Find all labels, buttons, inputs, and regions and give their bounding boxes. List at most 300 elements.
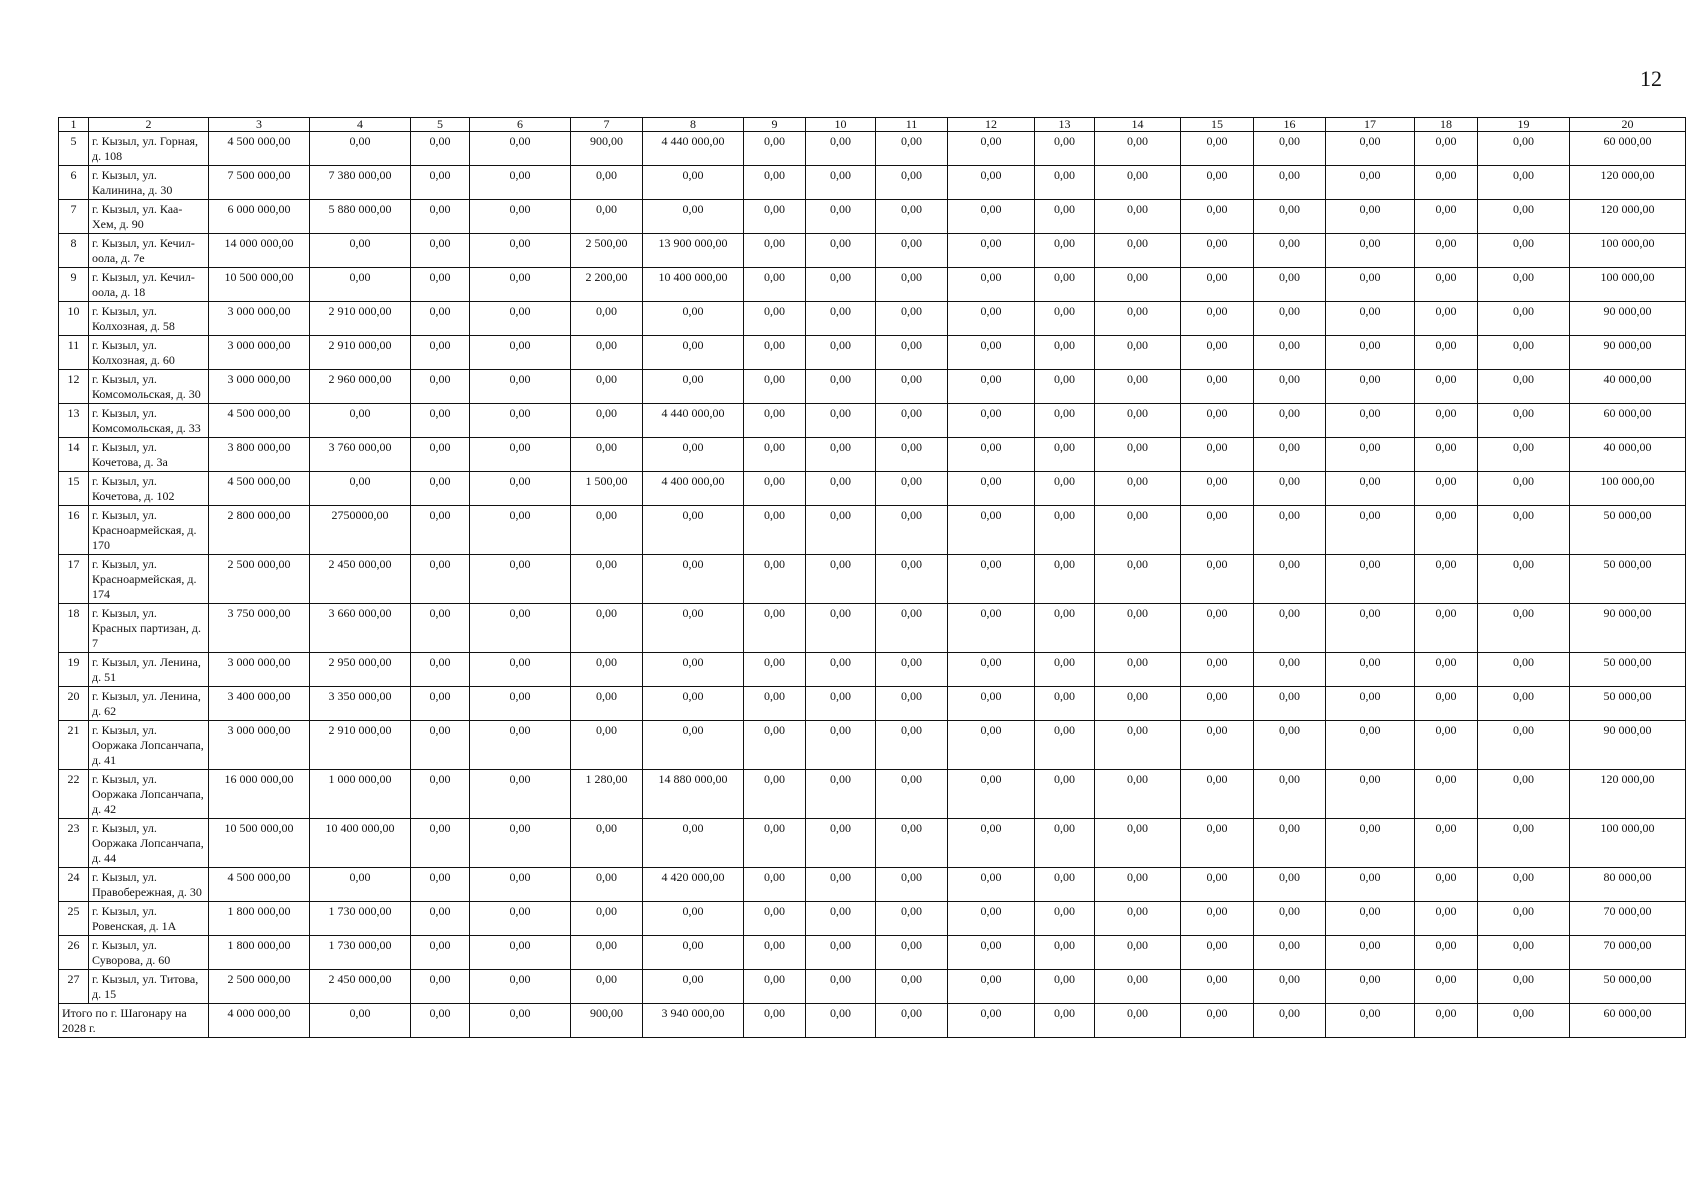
value-cell: 1 800 000,00 — [209, 902, 310, 936]
value-cell: 90 000,00 — [1570, 604, 1686, 653]
value-cell: 0,00 — [744, 506, 806, 555]
value-cell: 0,00 — [1326, 404, 1415, 438]
value-cell: 0,00 — [1254, 472, 1326, 506]
value-cell: 0,00 — [470, 200, 571, 234]
value-cell: 0,00 — [1035, 472, 1095, 506]
value-cell: 2 910 000,00 — [310, 302, 411, 336]
value-cell: 10 400 000,00 — [310, 819, 411, 868]
value-cell: 0,00 — [948, 132, 1035, 166]
value-cell: 2 500,00 — [571, 234, 643, 268]
value-cell: 0,00 — [1181, 302, 1254, 336]
value-cell: 0,00 — [411, 902, 470, 936]
column-number-cell: 10 — [806, 118, 876, 132]
value-cell: 0,00 — [1326, 336, 1415, 370]
value-cell: 0,00 — [1254, 200, 1326, 234]
column-number-cell: 1 — [59, 118, 89, 132]
value-cell: 0,00 — [1326, 970, 1415, 1004]
value-cell: 0,00 — [571, 555, 643, 604]
value-cell: 0,00 — [1181, 902, 1254, 936]
value-cell: 0,00 — [744, 132, 806, 166]
value-cell: 0,00 — [1478, 166, 1570, 200]
value-cell: 0,00 — [806, 302, 876, 336]
value-cell: 3 350 000,00 — [310, 687, 411, 721]
column-number-cell: 3 — [209, 118, 310, 132]
value-cell: 0,00 — [1478, 302, 1570, 336]
value-cell: 0,00 — [1035, 302, 1095, 336]
value-cell: 0,00 — [1254, 404, 1326, 438]
value-cell: 50 000,00 — [1570, 506, 1686, 555]
value-cell: 0,00 — [470, 438, 571, 472]
value-cell: 0,00 — [643, 970, 744, 1004]
value-cell: 0,00 — [806, 770, 876, 819]
column-number-cell: 20 — [1570, 118, 1686, 132]
value-cell: 0,00 — [1095, 819, 1181, 868]
value-cell: 100 000,00 — [1570, 268, 1686, 302]
value-cell: 0,00 — [1254, 438, 1326, 472]
value-cell: 0,00 — [1095, 132, 1181, 166]
table-row — [59, 970, 1686, 1004]
value-cell: 0,00 — [744, 819, 806, 868]
address-cell: г. Кызыл, ул. Правобережная, д. 30 — [89, 868, 209, 902]
address-cell: г. Кызыл, ул. Калинина, д. 30 — [89, 166, 209, 200]
column-number-cell: 15 — [1181, 118, 1254, 132]
value-cell: 0,00 — [1478, 268, 1570, 302]
value-cell: 0,00 — [744, 653, 806, 687]
value-cell: 40 000,00 — [1570, 438, 1686, 472]
value-cell: 0,00 — [948, 234, 1035, 268]
value-cell: 0,00 — [643, 555, 744, 604]
value-cell: 0,00 — [1415, 970, 1478, 1004]
value-cell: 0,00 — [1326, 653, 1415, 687]
value-cell: 0,00 — [470, 472, 571, 506]
value-cell: 0,00 — [948, 819, 1035, 868]
total-value-cell: 0,00 — [1254, 1004, 1326, 1038]
value-cell: 0,00 — [1254, 770, 1326, 819]
value-cell: 0,00 — [1415, 404, 1478, 438]
value-cell: 0,00 — [1035, 819, 1095, 868]
value-cell: 0,00 — [1181, 336, 1254, 370]
value-cell: 0,00 — [1035, 404, 1095, 438]
value-cell: 0,00 — [1095, 336, 1181, 370]
value-cell: 0,00 — [470, 687, 571, 721]
column-number-row — [59, 118, 1686, 132]
value-cell: 0,00 — [1181, 404, 1254, 438]
value-cell: 0,00 — [1478, 604, 1570, 653]
value-cell: 0,00 — [1415, 936, 1478, 970]
value-cell: 3 800 000,00 — [209, 438, 310, 472]
value-cell: 0,00 — [1181, 770, 1254, 819]
table-row — [59, 936, 1686, 970]
value-cell: 10 500 000,00 — [209, 268, 310, 302]
value-cell: 2 910 000,00 — [310, 721, 411, 770]
table-row — [59, 268, 1686, 302]
value-cell: 0,00 — [806, 868, 876, 902]
value-cell: 2 950 000,00 — [310, 653, 411, 687]
value-cell: 0,00 — [411, 132, 470, 166]
column-number-cell: 16 — [1254, 118, 1326, 132]
value-cell: 1 000 000,00 — [310, 770, 411, 819]
row-number-cell: 13 — [59, 404, 89, 438]
value-cell: 0,00 — [744, 936, 806, 970]
total-value-cell: 0,00 — [1415, 1004, 1478, 1038]
table-row — [59, 200, 1686, 234]
column-number-cell: 11 — [876, 118, 948, 132]
value-cell: 0,00 — [470, 770, 571, 819]
value-cell: 0,00 — [1415, 902, 1478, 936]
row-number-cell: 7 — [59, 200, 89, 234]
total-value-cell: 0,00 — [1095, 1004, 1181, 1038]
value-cell: 4 400 000,00 — [643, 472, 744, 506]
total-value-cell: 0,00 — [310, 1004, 411, 1038]
row-number-cell: 21 — [59, 721, 89, 770]
value-cell: 0,00 — [1254, 970, 1326, 1004]
value-cell: 2 500 000,00 — [209, 555, 310, 604]
value-cell: 0,00 — [806, 721, 876, 770]
address-cell: г. Кызыл, ул. Красных партизан, д. 7 — [89, 604, 209, 653]
value-cell: 6 000 000,00 — [209, 200, 310, 234]
value-cell: 0,00 — [806, 336, 876, 370]
total-value-cell: 900,00 — [571, 1004, 643, 1038]
value-cell: 0,00 — [1035, 604, 1095, 653]
value-cell: 0,00 — [1326, 132, 1415, 166]
value-cell: 0,00 — [571, 902, 643, 936]
value-cell: 0,00 — [876, 132, 948, 166]
address-cell: г. Кызыл, ул. Титова, д. 15 — [89, 970, 209, 1004]
value-cell: 120 000,00 — [1570, 770, 1686, 819]
value-cell: 0,00 — [1326, 200, 1415, 234]
value-cell: 0,00 — [806, 687, 876, 721]
value-cell: 0,00 — [1181, 936, 1254, 970]
value-cell: 0,00 — [876, 936, 948, 970]
value-cell: 0,00 — [1415, 472, 1478, 506]
column-number-cell: 4 — [310, 118, 411, 132]
value-cell: 0,00 — [806, 234, 876, 268]
value-cell: 0,00 — [876, 438, 948, 472]
column-number-cell: 5 — [411, 118, 470, 132]
value-cell: 0,00 — [806, 604, 876, 653]
value-cell: 0,00 — [571, 404, 643, 438]
value-cell: 0,00 — [1478, 370, 1570, 404]
value-cell: 0,00 — [571, 936, 643, 970]
row-number-cell: 17 — [59, 555, 89, 604]
value-cell: 0,00 — [948, 370, 1035, 404]
value-cell: 0,00 — [1326, 302, 1415, 336]
value-cell: 0,00 — [948, 868, 1035, 902]
value-cell: 0,00 — [806, 268, 876, 302]
table-row — [59, 653, 1686, 687]
value-cell: 0,00 — [411, 268, 470, 302]
value-cell: 0,00 — [948, 770, 1035, 819]
address-cell: г. Кызыл, ул. Ленина, д. 62 — [89, 687, 209, 721]
value-cell: 7 500 000,00 — [209, 166, 310, 200]
value-cell: 3 000 000,00 — [209, 370, 310, 404]
value-cell: 2750000,00 — [310, 506, 411, 555]
address-cell: г. Кызыл, ул. Ровенская, д. 1А — [89, 902, 209, 936]
value-cell: 0,00 — [1095, 166, 1181, 200]
table-row — [59, 472, 1686, 506]
value-cell: 0,00 — [411, 404, 470, 438]
value-cell: 4 440 000,00 — [643, 132, 744, 166]
value-cell: 0,00 — [1181, 687, 1254, 721]
value-cell: 0,00 — [1181, 868, 1254, 902]
value-cell: 0,00 — [643, 687, 744, 721]
value-cell: 0,00 — [1415, 234, 1478, 268]
value-cell: 0,00 — [643, 653, 744, 687]
value-cell: 0,00 — [744, 200, 806, 234]
value-cell: 0,00 — [571, 653, 643, 687]
table-row — [59, 868, 1686, 902]
table-row — [59, 555, 1686, 604]
value-cell: 40 000,00 — [1570, 370, 1686, 404]
table-row — [59, 336, 1686, 370]
value-cell: 0,00 — [1095, 936, 1181, 970]
total-value-cell: 60 000,00 — [1570, 1004, 1686, 1038]
value-cell: 70 000,00 — [1570, 902, 1686, 936]
value-cell: 0,00 — [1326, 166, 1415, 200]
value-cell: 0,00 — [948, 902, 1035, 936]
value-cell: 0,00 — [1326, 268, 1415, 302]
value-cell: 0,00 — [876, 234, 948, 268]
value-cell: 7 380 000,00 — [310, 166, 411, 200]
value-cell: 0,00 — [948, 438, 1035, 472]
value-cell: 0,00 — [1035, 970, 1095, 1004]
value-cell: 0,00 — [571, 506, 643, 555]
row-number-cell: 24 — [59, 868, 89, 902]
value-cell: 0,00 — [411, 970, 470, 1004]
value-cell: 0,00 — [744, 555, 806, 604]
table-row — [59, 506, 1686, 555]
value-cell: 0,00 — [310, 472, 411, 506]
value-cell: 0,00 — [876, 653, 948, 687]
value-cell: 0,00 — [310, 234, 411, 268]
value-cell: 0,00 — [1095, 555, 1181, 604]
value-cell: 0,00 — [1415, 819, 1478, 868]
address-cell: г. Кызыл, ул. Кечил-оола, д. 18 — [89, 268, 209, 302]
value-cell: 0,00 — [876, 404, 948, 438]
value-cell: 0,00 — [1326, 770, 1415, 819]
row-number-cell: 11 — [59, 336, 89, 370]
column-number-cell: 6 — [470, 118, 571, 132]
value-cell: 0,00 — [643, 166, 744, 200]
value-cell: 0,00 — [571, 438, 643, 472]
value-cell: 0,00 — [806, 555, 876, 604]
value-cell: 0,00 — [1415, 687, 1478, 721]
table-row — [59, 438, 1686, 472]
value-cell: 0,00 — [744, 370, 806, 404]
value-cell: 0,00 — [1181, 819, 1254, 868]
value-cell: 0,00 — [1415, 506, 1478, 555]
value-cell: 0,00 — [470, 268, 571, 302]
value-cell: 0,00 — [571, 604, 643, 653]
value-cell: 0,00 — [411, 234, 470, 268]
address-cell: г. Кызыл, ул. Ооржака Лопсанчапа, д. 41 — [89, 721, 209, 770]
value-cell: 0,00 — [411, 770, 470, 819]
value-cell: 0,00 — [1254, 604, 1326, 653]
value-cell: 0,00 — [1254, 653, 1326, 687]
value-cell: 0,00 — [1095, 868, 1181, 902]
value-cell: 0,00 — [1415, 721, 1478, 770]
value-cell: 0,00 — [1035, 166, 1095, 200]
value-cell: 4 420 000,00 — [643, 868, 744, 902]
value-cell: 0,00 — [948, 653, 1035, 687]
value-cell: 0,00 — [876, 268, 948, 302]
value-cell: 0,00 — [470, 970, 571, 1004]
value-cell: 0,00 — [1478, 234, 1570, 268]
value-cell: 0,00 — [744, 770, 806, 819]
value-cell: 0,00 — [1254, 336, 1326, 370]
value-cell: 0,00 — [948, 555, 1035, 604]
value-cell: 0,00 — [1035, 555, 1095, 604]
value-cell: 0,00 — [571, 200, 643, 234]
value-cell: 0,00 — [571, 819, 643, 868]
value-cell: 0,00 — [1095, 234, 1181, 268]
value-cell: 0,00 — [948, 970, 1035, 1004]
total-value-cell: 0,00 — [411, 1004, 470, 1038]
value-cell: 50 000,00 — [1570, 687, 1686, 721]
value-cell: 0,00 — [643, 336, 744, 370]
value-cell: 2 960 000,00 — [310, 370, 411, 404]
value-cell: 90 000,00 — [1570, 721, 1686, 770]
value-cell: 1 800 000,00 — [209, 936, 310, 970]
value-cell: 90 000,00 — [1570, 302, 1686, 336]
address-cell: г. Кызыл, ул. Ооржака Лопсанчапа, д. 42 — [89, 770, 209, 819]
address-cell: г. Кызыл, ул. Ооржака Лопсанчапа, д. 44 — [89, 819, 209, 868]
value-cell: 0,00 — [1415, 336, 1478, 370]
value-cell: 1 730 000,00 — [310, 902, 411, 936]
value-cell: 0,00 — [643, 200, 744, 234]
value-cell: 0,00 — [470, 604, 571, 653]
value-cell: 0,00 — [1035, 902, 1095, 936]
value-cell: 14 000 000,00 — [209, 234, 310, 268]
value-cell: 0,00 — [571, 721, 643, 770]
data-table — [58, 117, 1686, 1038]
value-cell: 0,00 — [806, 166, 876, 200]
value-cell: 0,00 — [744, 404, 806, 438]
value-cell: 60 000,00 — [1570, 404, 1686, 438]
row-number-cell: 6 — [59, 166, 89, 200]
value-cell: 0,00 — [948, 472, 1035, 506]
value-cell: 0,00 — [806, 472, 876, 506]
value-cell: 3 400 000,00 — [209, 687, 310, 721]
address-cell: г. Кызыл, ул. Суворова, д. 60 — [89, 936, 209, 970]
value-cell: 0,00 — [744, 438, 806, 472]
total-value-cell: 0,00 — [1326, 1004, 1415, 1038]
column-number-cell: 18 — [1415, 118, 1478, 132]
value-cell: 13 900 000,00 — [643, 234, 744, 268]
value-cell: 0,00 — [876, 604, 948, 653]
value-cell: 0,00 — [1415, 302, 1478, 336]
address-cell: г. Кызыл, ул. Красноармейская, д. 174 — [89, 555, 209, 604]
column-number-cell: 13 — [1035, 118, 1095, 132]
value-cell: 0,00 — [411, 336, 470, 370]
value-cell: 120 000,00 — [1570, 200, 1686, 234]
value-cell: 0,00 — [1095, 653, 1181, 687]
value-cell: 4 500 000,00 — [209, 404, 310, 438]
value-cell: 0,00 — [1095, 770, 1181, 819]
value-cell: 0,00 — [744, 234, 806, 268]
value-cell: 0,00 — [806, 819, 876, 868]
value-cell: 0,00 — [1254, 687, 1326, 721]
value-cell: 0,00 — [571, 370, 643, 404]
value-cell: 0,00 — [948, 721, 1035, 770]
table-row — [59, 687, 1686, 721]
total-value-cell: 0,00 — [948, 1004, 1035, 1038]
total-value-cell: 0,00 — [876, 1004, 948, 1038]
value-cell: 0,00 — [1415, 868, 1478, 902]
value-cell: 0,00 — [948, 336, 1035, 370]
column-number-cell: 12 — [948, 118, 1035, 132]
value-cell: 0,00 — [1181, 653, 1254, 687]
value-cell: 0,00 — [806, 438, 876, 472]
value-cell: 0,00 — [571, 970, 643, 1004]
value-cell: 0,00 — [643, 936, 744, 970]
value-cell: 0,00 — [876, 302, 948, 336]
value-cell: 0,00 — [1254, 555, 1326, 604]
value-cell: 0,00 — [1478, 555, 1570, 604]
value-cell: 0,00 — [411, 438, 470, 472]
value-cell: 1 280,00 — [571, 770, 643, 819]
address-cell: г. Кызыл, ул. Горная, д. 108 — [89, 132, 209, 166]
value-cell: 0,00 — [1478, 819, 1570, 868]
value-cell: 0,00 — [1478, 970, 1570, 1004]
row-number-cell: 20 — [59, 687, 89, 721]
value-cell: 0,00 — [1478, 868, 1570, 902]
address-cell: г. Кызыл, ул. Кочетова, д. 102 — [89, 472, 209, 506]
value-cell: 0,00 — [876, 970, 948, 1004]
value-cell: 0,00 — [310, 404, 411, 438]
table-row — [59, 721, 1686, 770]
column-number-cell: 19 — [1478, 118, 1570, 132]
row-number-cell: 18 — [59, 604, 89, 653]
value-cell: 0,00 — [1181, 166, 1254, 200]
value-cell: 0,00 — [1035, 336, 1095, 370]
address-cell: г. Кызыл, ул. Кечил-оола, д. 7е — [89, 234, 209, 268]
value-cell: 0,00 — [1254, 166, 1326, 200]
value-cell: 0,00 — [876, 868, 948, 902]
value-cell: 0,00 — [1181, 555, 1254, 604]
value-cell: 0,00 — [1095, 472, 1181, 506]
value-cell: 0,00 — [1254, 936, 1326, 970]
value-cell: 0,00 — [1181, 234, 1254, 268]
value-cell: 0,00 — [1035, 268, 1095, 302]
value-cell: 0,00 — [1181, 472, 1254, 506]
column-number-cell: 14 — [1095, 118, 1181, 132]
value-cell: 0,00 — [948, 506, 1035, 555]
value-cell: 0,00 — [1478, 936, 1570, 970]
total-value-cell: 0,00 — [1478, 1004, 1570, 1038]
row-number-cell: 19 — [59, 653, 89, 687]
value-cell: 0,00 — [1326, 819, 1415, 868]
value-cell: 2 200,00 — [571, 268, 643, 302]
value-cell: 0,00 — [1254, 370, 1326, 404]
value-cell: 0,00 — [806, 370, 876, 404]
value-cell: 2 450 000,00 — [310, 970, 411, 1004]
value-cell: 0,00 — [411, 687, 470, 721]
value-cell: 0,00 — [1326, 902, 1415, 936]
value-cell: 0,00 — [571, 336, 643, 370]
value-cell: 0,00 — [1415, 604, 1478, 653]
value-cell: 1 500,00 — [571, 472, 643, 506]
row-number-cell: 9 — [59, 268, 89, 302]
total-value-cell: 0,00 — [806, 1004, 876, 1038]
value-cell: 2 910 000,00 — [310, 336, 411, 370]
value-cell: 0,00 — [470, 902, 571, 936]
table-row — [59, 166, 1686, 200]
value-cell: 0,00 — [948, 200, 1035, 234]
value-cell: 0,00 — [744, 721, 806, 770]
value-cell: 0,00 — [1478, 336, 1570, 370]
total-value-cell: 0,00 — [744, 1004, 806, 1038]
